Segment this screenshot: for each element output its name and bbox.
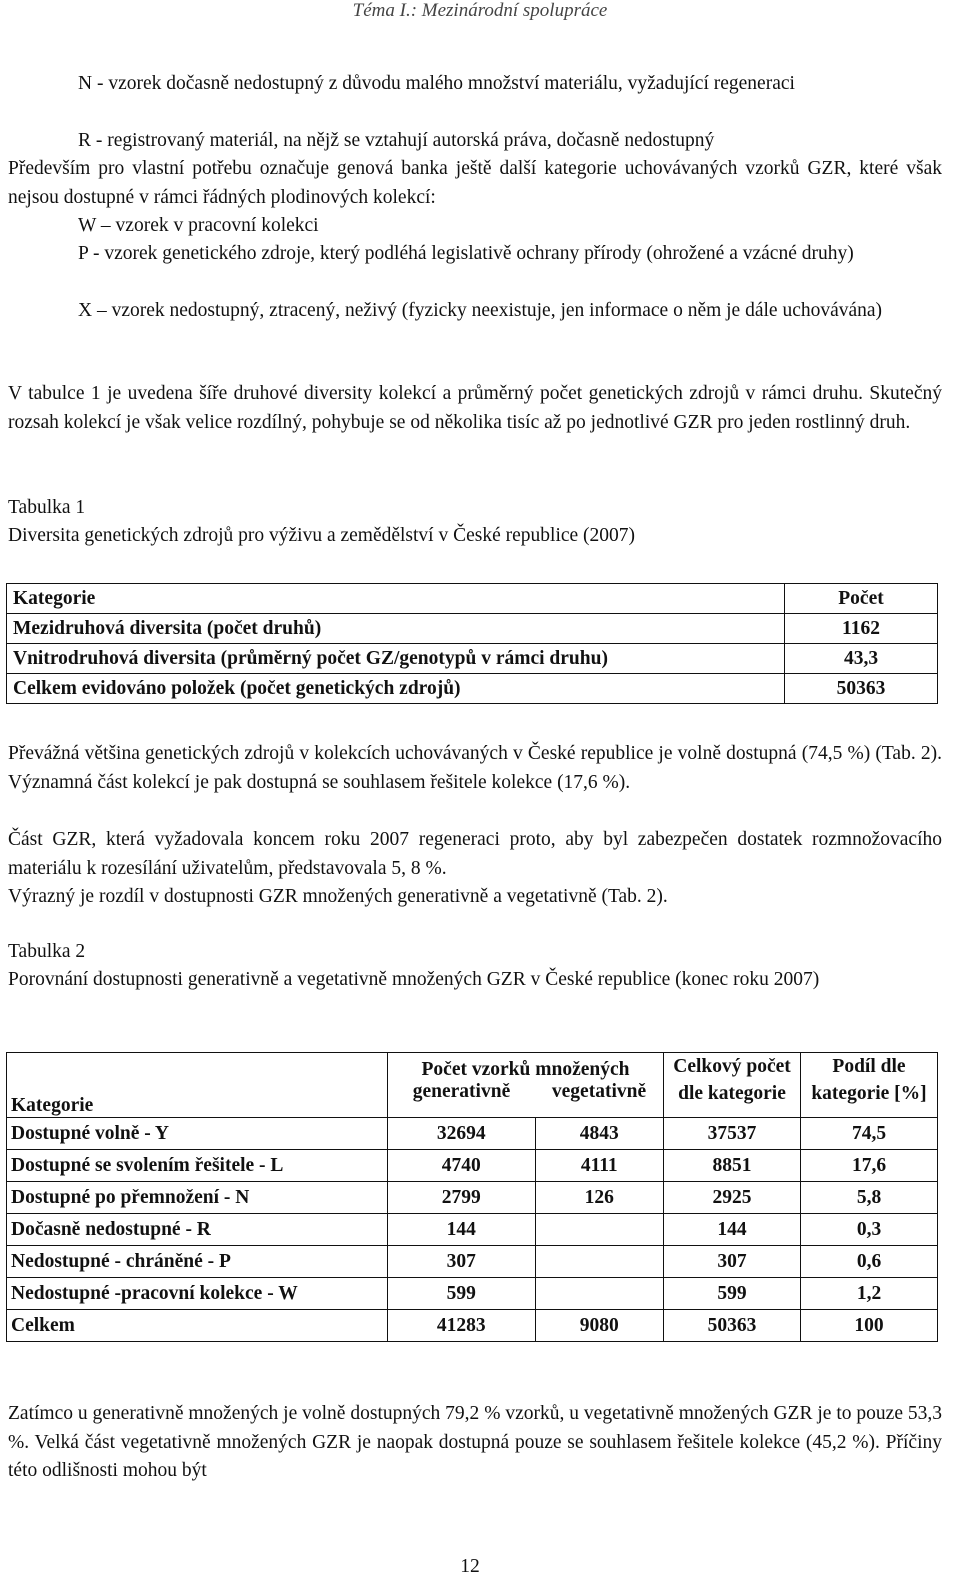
table-cell [535, 1246, 664, 1278]
table-cell: 8851 [664, 1150, 801, 1182]
table-cell: 0,3 [801, 1214, 938, 1246]
table-cell: Mezidruhová diversita (počet druhů) [7, 614, 785, 644]
header-pocet: Počet [785, 584, 938, 614]
table-cell: 4843 [535, 1118, 664, 1150]
paragraph-predevsim: Především pro vlastní potřebu označuje genová banka ještě další kategorie uchovávaných vzorků GZR, které však nejsou dostupné v rámci řádných plodinových kolekcí: [8, 158, 942, 208]
item-w: W – vzorek v pracovní kolekci [78, 215, 319, 236]
table2-caption: Porovnání dostupnosti generativně a vegetativně množených GZR v České republice (konec roku 2007) [8, 969, 820, 990]
paragraph-zatimco: Zatímco u generativně množených je volně dostupných 79,2 % vzorků, u vegetativně množených GZR je to pouze 53,3 %. Velká část vegetativně množených GZR je naopak dostupná pouze se souhlasem řešitele kolekce (45,2 %). Příčiny této odlišnosti mohou být [8, 1403, 942, 1481]
table-cell: 32694 [388, 1118, 536, 1150]
table2-label: Tabulka 2 [8, 941, 86, 962]
table-cell: 599 [664, 1278, 801, 1310]
item-r: R - registrovaný materiál, na nějž se vztahují autorská práva, dočasně nedostupný [78, 130, 715, 151]
table-cell: Nedostupné -pracovní kolekce - W [7, 1278, 388, 1310]
table-cell: Dostupné se svolením řešitele - L [7, 1150, 388, 1182]
table-cell: Dostupné volně - Y [7, 1118, 388, 1150]
table-cell: 17,6 [801, 1150, 938, 1182]
table-cell: 307 [664, 1246, 801, 1278]
table-cell [535, 1278, 664, 1310]
table-row [7, 1246, 938, 1278]
item-p: P - vzorek genetického zdroje, který podléhá legislativě ochrany přírody (ohrožené a vzácné druhy) [78, 243, 854, 264]
header-pocet-vzorku: Počet vzorků množených [388, 1053, 664, 1082]
header-vegetativne: vegetativně [535, 1081, 664, 1118]
table-cell: 5,8 [801, 1182, 938, 1214]
table-cell: Celkem [7, 1310, 388, 1342]
table-cell: 2925 [664, 1182, 801, 1214]
header-kategorie: Kategorie [7, 584, 785, 614]
paragraph-tabulka-intro: V tabulce 1 je uvedena šíře druhové diversity kolekcí a průměrný počet genetických zdrojů v rámci druhu. Skutečný rozsah kolekcí je však velice rozdílný, pohybuje se od několika tisíc až po jednotlivé GZR pro jeden rostlinný druh. [8, 383, 942, 433]
table1-label: Tabulka 1 [8, 497, 86, 518]
table-cell: 126 [535, 1182, 664, 1214]
item-n: N - vzorek dočasně nedostupný z důvodu malého množství materiálu, vyžadující regeneraci [78, 73, 795, 94]
table-row [7, 1150, 938, 1182]
table-cell: 144 [388, 1214, 536, 1246]
table-cell: 144 [664, 1214, 801, 1246]
table-cell: 50363 [664, 1310, 801, 1342]
paragraph-cast-gzr: Část GZR, která vyžadovala koncem roku 2007 regeneraci proto, aby byl zabezpečen dostatek rozmnožovacího materiálu k rozesílání uživatelům, představovala 5, 8 %. [8, 829, 942, 879]
table-header-row [7, 1053, 938, 1082]
table-cell: 2799 [388, 1182, 536, 1214]
running-header: Téma I.: Mezinárodní spolupráce [352, 0, 608, 21]
table-cell: 41283 [388, 1310, 536, 1342]
table-cell [535, 1214, 664, 1246]
table-row [7, 1278, 938, 1310]
table-cell: Dostupné po přemnožení - N [7, 1182, 388, 1214]
table-row [7, 614, 938, 644]
table-cell: 307 [388, 1246, 536, 1278]
header-celkovy: Celkový počet dle kategorie [664, 1053, 801, 1118]
table-row [7, 1310, 938, 1342]
header-kategorie: Kategorie [7, 1053, 388, 1118]
table-cell: 100 [801, 1310, 938, 1342]
table-cell: 1162 [785, 614, 938, 644]
table-cell: Dočasně nedostupné - R [7, 1214, 388, 1246]
table-cell: 74,5 [801, 1118, 938, 1150]
table-cell: 4111 [535, 1150, 664, 1182]
table-row [7, 1182, 938, 1214]
table1-caption: Diversita genetických zdrojů pro výživu a zemědělství v České republice (2007) [8, 525, 636, 546]
table-row [7, 1118, 938, 1150]
table-cell: 1,2 [801, 1278, 938, 1310]
table1 [6, 583, 938, 704]
item-x: X – vzorek nedostupný, ztracený, neživý (fyzicky neexistuje, jen informace o něm je dále uchovávána) [78, 300, 883, 321]
table-cell: 4740 [388, 1150, 536, 1182]
table-row [7, 644, 938, 674]
table-row [7, 1214, 938, 1246]
table-cell: 0,6 [801, 1246, 938, 1278]
table-cell: 43,3 [785, 644, 938, 674]
header-podil: Podíl dle kategorie [%] [801, 1053, 938, 1118]
table-cell: Celkem evidováno položek (počet genetických zdrojů) [7, 674, 785, 704]
page-number: 12 [460, 1556, 480, 1577]
table-cell: 599 [388, 1278, 536, 1310]
table-cell: 50363 [785, 674, 938, 704]
table-cell: Vnitrodruhová diversita (průměrný počet GZ/genotypů v rámci druhu) [7, 644, 785, 674]
paragraph-prevazna: Převážná většina genetických zdrojů v kolekcích uchovávaných v České republice je volně dostupná (74,5 %) (Tab. 2). Významná část kolekcí je pak dostupná se souhlasem řešitele kolekce (17,6 %). [8, 743, 942, 793]
paragraph-vyrazny: Výrazný je rozdíl v dostupnosti GZR množených generativně a vegetativně (Tab. 2). [8, 886, 668, 907]
table-header-row [7, 584, 938, 614]
table-cell: 37537 [664, 1118, 801, 1150]
table-cell: Nedostupné - chráněné - P [7, 1246, 388, 1278]
table-cell: 9080 [535, 1310, 664, 1342]
table2 [6, 1052, 938, 1342]
header-generativne: generativně [388, 1081, 536, 1118]
table-row [7, 674, 938, 704]
